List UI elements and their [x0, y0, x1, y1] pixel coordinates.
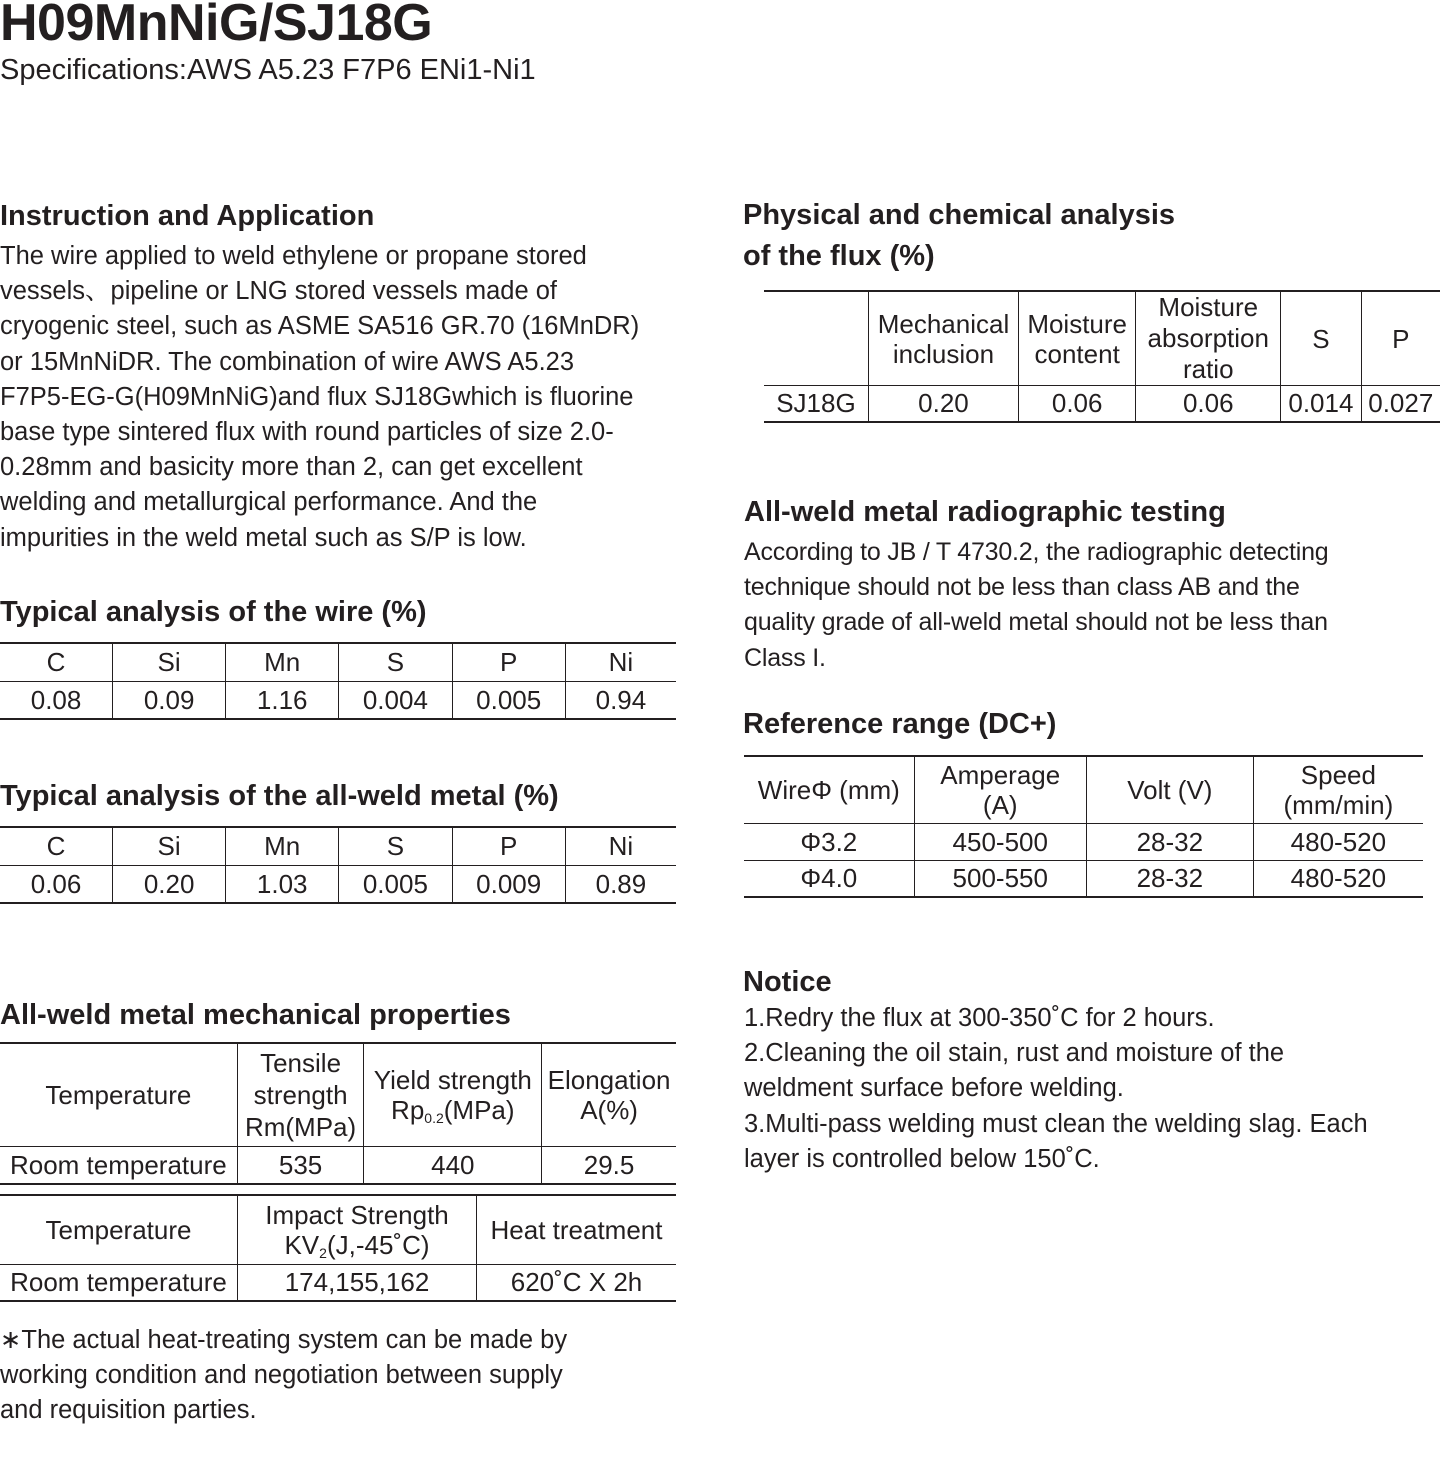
page-title: H09MnNiG/SJ18G: [0, 0, 433, 52]
value-cell: 28-32: [1086, 823, 1253, 860]
value-cell: Φ3.2: [744, 823, 914, 860]
header-cell: Tensile strength Rm(MPa): [237, 1043, 364, 1146]
value-cell: 0.027: [1361, 386, 1440, 422]
notice-line: weldment surface before welding.: [744, 1074, 1124, 1103]
radiographic-line: Class I.: [744, 643, 826, 672]
footnote-line: ∗The actual heat-treating system can be made by: [0, 1326, 568, 1354]
header-cell: Mn: [226, 827, 339, 865]
weld-analysis-heading: Typical analysis of the all-weld metal (%): [0, 780, 559, 812]
header-cell: Ni: [565, 827, 676, 865]
table-header-row: [744, 756, 1423, 823]
table-header-row: [0, 827, 676, 865]
value-cell: 620˚C X 2h: [477, 1264, 677, 1301]
wire-analysis-table: [0, 642, 676, 720]
table-row: [764, 386, 1440, 422]
header-cell: WireΦ (mm): [744, 756, 914, 823]
value-cell: 0.009: [452, 865, 565, 903]
header-cell: P: [452, 827, 565, 865]
instruction-line: 0.28mm and basicity more than 2, can get excellent: [0, 453, 583, 482]
header-cell: Volt (V): [1086, 756, 1253, 823]
value-cell: 0.014: [1281, 386, 1361, 422]
value-cell: 0.89: [565, 865, 676, 903]
header-cell: Ni: [565, 643, 676, 681]
value-cell: 29.5: [542, 1146, 676, 1184]
table-row: [0, 1146, 676, 1184]
value-cell: 480-520: [1253, 860, 1423, 897]
value-cell: 0.005: [452, 681, 565, 719]
value-cell: 0.06: [0, 865, 113, 903]
radiographic-line: technique should not be less than class AB and the: [744, 573, 1300, 602]
instruction-line: vessels、pipeline or LNG stored vessels made of: [0, 277, 558, 306]
instruction-line: welding and metallurgical performance. And the: [0, 488, 538, 517]
value-cell: 0.06: [1019, 386, 1136, 422]
footnote-line: and requisition parties.: [0, 1396, 257, 1425]
value-cell: 28-32: [1086, 860, 1253, 897]
footnote: [0, 1323, 567, 1429]
value-cell: 174,155,162: [238, 1264, 477, 1301]
weld-analysis-table: [0, 826, 676, 904]
header-cell: [764, 291, 868, 386]
value-cell: 535: [237, 1146, 364, 1184]
flux-table: [764, 290, 1440, 423]
value-cell: Room temperature: [0, 1146, 237, 1184]
header-cell: Temperature: [0, 1043, 237, 1146]
value-cell: Room temperature: [0, 1264, 238, 1301]
instruction-line: The wire applied to weld ethylene or propane stored: [0, 242, 587, 270]
mechanical-table: [0, 1042, 676, 1185]
header-cell: Mn: [226, 643, 339, 681]
radiographic-line: quality grade of all-weld metal should not be less than: [744, 608, 1328, 637]
value-cell: 0.09: [113, 681, 226, 719]
notice-heading: Notice: [743, 966, 832, 998]
header-cell: C: [0, 643, 113, 681]
table-header-row: [0, 643, 676, 681]
footnote-line: working condition and negotiation between supply: [0, 1361, 563, 1390]
notice-line: 1.Redry the flux at 300-350˚C for 2 hours.: [744, 1004, 1215, 1032]
table-row: [744, 823, 1423, 860]
table-header-row: [0, 1195, 676, 1264]
value-cell: 1.03: [226, 865, 339, 903]
specification-line: Specifications:AWS A5.23 F7P6 ENi1-Ni1: [0, 54, 536, 86]
value-cell: 440: [364, 1146, 542, 1184]
header-cell: Amperage (A): [914, 756, 1086, 823]
radiographic-heading: All-weld metal radiographic testing: [744, 496, 1226, 528]
notice-line: layer is controlled below 150˚C.: [744, 1144, 1100, 1173]
header-cell: Impact Strength $KV_2(J,-45˚C)$: [238, 1195, 477, 1264]
table-row: [0, 865, 676, 903]
instruction-line: impurities in the weld metal such as S/P is low.: [0, 523, 527, 552]
value-cell: 450-500: [914, 823, 1086, 860]
value-cell: 0.20: [113, 865, 226, 903]
instruction-line: cryogenic steel, such as ASME SA516 GR.70 (16MnDR): [0, 312, 640, 341]
reference-table: [744, 755, 1423, 898]
header-cell: P: [1361, 291, 1440, 386]
table-header-row: [764, 291, 1440, 386]
instruction-line: base type sintered flux with round particles of size 2.0-: [0, 418, 614, 447]
instruction-line: or 15MnNiDR. The combination of wire AWS A5.23: [0, 347, 575, 376]
header-cell: Yield strength $Rp_{0.2}(MPa)$: [364, 1043, 542, 1146]
reference-heading: Reference range (DC+): [743, 708, 1057, 740]
header-cell: Moisture content: [1019, 291, 1136, 386]
value-cell: 0.004: [339, 681, 452, 719]
value-cell: 0.94: [565, 681, 676, 719]
flux-heading: Physical and chemical analysis of the flux (%): [743, 199, 1176, 272]
header-cell: Elongation A(%): [542, 1043, 676, 1146]
notice-line: 2.Cleaning the oil stain, rust and moisture of the: [744, 1039, 1285, 1068]
value-cell: 0.08: [0, 681, 113, 719]
header-cell: S: [339, 643, 452, 681]
header-cell: S: [1281, 291, 1361, 386]
table-row: [0, 1264, 676, 1301]
header-cell: Heat treatment: [477, 1195, 677, 1264]
value-cell: Φ4.0: [744, 860, 914, 897]
header-cell: S: [339, 827, 452, 865]
mechanical-heading: All-weld metal mechanical properties: [0, 999, 511, 1031]
value-cell: SJ18G: [764, 386, 868, 422]
header-cell: C: [0, 827, 113, 865]
value-cell: 0.005: [339, 865, 452, 903]
value-cell: 0.06: [1136, 386, 1281, 422]
header-cell: Speed (mm/min): [1253, 756, 1423, 823]
radiographic-line: According to JB / T 4730.2, the radiographic detecting: [744, 538, 1329, 566]
table-header-row: [0, 1043, 676, 1146]
value-cell: 1.16: [226, 681, 339, 719]
header-cell: Mechanical inclusion: [868, 291, 1018, 386]
notice-paragraph: [744, 1001, 1368, 1177]
instruction-heading: Instruction and Application: [0, 200, 375, 232]
header-cell: Moisture absorption ratio: [1136, 291, 1281, 386]
header-cell: Si: [113, 643, 226, 681]
impact-table: [0, 1194, 676, 1302]
instruction-line: F7P5-EG-G(H09MnNiG)and flux SJ18Gwhich is fluorine: [0, 382, 634, 411]
header-cell: Temperature: [0, 1195, 238, 1264]
table-row: [744, 860, 1423, 897]
value-cell: 480-520: [1253, 823, 1423, 860]
value-cell: 0.20: [868, 386, 1018, 422]
header-cell: Si: [113, 827, 226, 865]
value-cell: 500-550: [914, 860, 1086, 897]
notice-line: 3.Multi-pass welding must clean the welding slag. Each: [744, 1109, 1368, 1138]
table-row: [0, 681, 676, 719]
header-cell: P: [452, 643, 565, 681]
wire-analysis-heading: Typical analysis of the wire (%): [0, 596, 427, 628]
radiographic-paragraph: [744, 535, 1329, 676]
instruction-paragraph: [0, 239, 639, 556]
